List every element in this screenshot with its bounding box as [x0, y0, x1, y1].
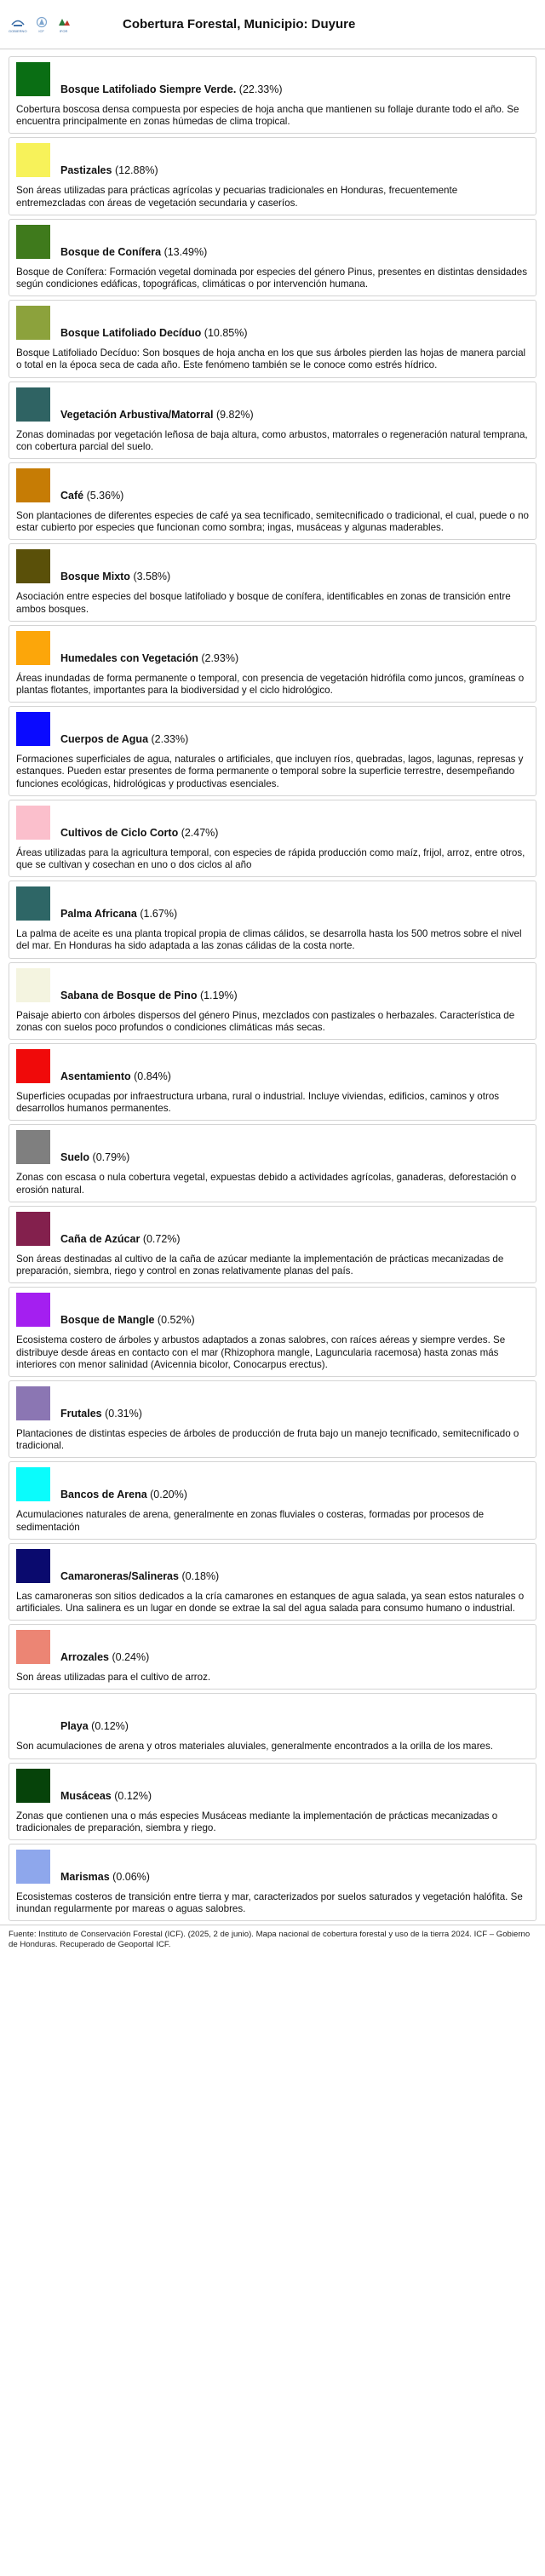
color-swatch [16, 712, 50, 746]
coverage-name [60, 990, 238, 1002]
coverage-description: Paisaje abierto con árboles dispersos del género Pinus, mezclados con pastizales o herbazales. Característica de zonas con suelos poco profundos o condiciones climáticas más secas. [16, 1009, 515, 1033]
coverage-description: Áreas utilizadas para la agricultura temporal, con especies de rápida producción como maíz, frijol, arroz, entre otros, que se cultivan y cosechan en uno o dos ciclos al año [16, 846, 525, 871]
coverage-label: Bosque Mixto [60, 571, 130, 583]
coverage-name [60, 1720, 129, 1733]
coverage-label: Playa [60, 1720, 89, 1733]
coverage-name [60, 246, 207, 259]
icf-logo-icon [34, 16, 49, 28]
coverage-card [9, 1380, 536, 1458]
coverage-description: Son plantaciones de diferentes especies de café ya sea tecnificado, semitecnificado o tradicional, el cual, puede o no estar cubierto por especies que funcionan como sombra; ingas, musáceas y algunas maderables. [16, 510, 529, 534]
coverage-card [9, 1693, 536, 1758]
coverage-label: Camaroneras/Salineras [60, 1569, 179, 1582]
coverage-description: Ecosistema costero de árboles y arbustos adaptados a zonas salobres, con raíces aéreas y siempre verdes. Se distribuye desde áreas en contacto con el mar (Rhizophora mangle, Laguncularia racemosa) hasta zonas más interiores con menor salinidad (Avicennia bicolor, Conocarpus erectus). [16, 1334, 506, 1370]
logo-group [9, 16, 114, 33]
coverage-name [60, 1790, 152, 1803]
coverage-label: Caña de Azúcar [60, 1232, 141, 1245]
coverage-card-header [16, 631, 529, 665]
coverage-percent: (2.33%) [151, 733, 189, 746]
coverage-name [60, 490, 123, 502]
color-swatch [16, 468, 50, 502]
coverage-percent: (10.85%) [204, 327, 248, 340]
coverage-description: Bosque Latifoliado Decíduo: Son bosques de hoja ancha en los que sus árboles pierden las hojas de manera parcial o total en la época seca de cada año. Este fenómeno también se le conoce como estrés hídrico. [16, 347, 526, 371]
page-header [0, 0, 545, 49]
coverage-description: Áreas inundadas de forma permanente o temporal, con presencia de vegetación hidrófila como juncos, gramíneas o plantas flotantes, importantes para la biodiversidad y el ciclo hidrológico. [16, 672, 525, 697]
coverage-card-header [16, 306, 529, 340]
coverage-card-header [16, 1850, 529, 1884]
coverage-percent: (3.58%) [133, 571, 171, 583]
coverage-description: Formaciones superficiales de agua, naturales o artificiales, que incluyen ríos, quebradas, lagos, lagunas, represas y estanques. Pueden estar presentes de forma permanente o temporal sobre la superficie terrestre, desempeñando funciones ecológicas, hidrológicas y productivas esenciales. [16, 754, 524, 789]
coverage-percent: (0.18%) [181, 1569, 220, 1582]
coverage-description: Asociación entre especies del bosque latifoliado y bosque de conífera, identificables en zonas de transición entre ambos bosques. [16, 591, 511, 615]
coverage-card-header [16, 968, 529, 1002]
coverage-card-header [16, 1769, 529, 1803]
coverage-percent: (1.19%) [199, 989, 238, 1001]
coverage-percent: (0.20%) [150, 1489, 187, 1501]
coverage-description: Son áreas utilizadas para el cultivo de arroz. [16, 1672, 211, 1684]
color-swatch [16, 1130, 50, 1164]
color-swatch [16, 143, 50, 177]
coverage-description: Acumulaciones naturales de arena, generalmente en zonas fluviales o costeras, formadas por procesos de sedimentación [16, 1509, 485, 1533]
coverage-card-header [16, 143, 529, 177]
coverage-card [9, 1844, 536, 1921]
coverage-card-header [16, 225, 529, 259]
coverage-label: Café [60, 490, 84, 502]
icf-logo-text: ICF [38, 28, 44, 33]
coverage-card [9, 137, 536, 215]
coverage-description: Zonas que contienen una o más especies Musáceas mediante la implementación de prácticas mecanizadas o tradicionales de preparación, siembra y riego. [16, 1810, 498, 1833]
coverage-description: Ecosistemas costeros de transición entre tierra y mar, caracterizados por suelos saturados y vegetación halófita. Se inundan regularmente por mareas o aguas salobres. [16, 1890, 523, 1915]
coverage-percent: (0.31%) [105, 1407, 142, 1420]
color-swatch [16, 549, 50, 583]
coverage-card [9, 800, 536, 877]
coverage-name [60, 1489, 187, 1501]
coverage-card [9, 1461, 536, 1539]
ifor-logo-icon [56, 16, 72, 28]
coverage-name [60, 733, 188, 746]
coverage-label: Pastizales [60, 164, 112, 177]
coverage-card-header [16, 1130, 529, 1164]
coverage-percent: (0.12%) [114, 1789, 152, 1802]
coverage-card [9, 1206, 536, 1283]
coverage-name [60, 1233, 181, 1246]
color-swatch [16, 1467, 50, 1501]
coverage-label: Bosque de Mangle [60, 1314, 155, 1327]
color-swatch [16, 1630, 50, 1664]
coverage-name [60, 83, 283, 96]
coverage-name [60, 571, 170, 583]
coverage-card-header [16, 62, 529, 96]
coverage-card-header [16, 1699, 529, 1733]
color-swatch [16, 1549, 50, 1583]
coverage-percent: (12.88%) [114, 164, 158, 177]
coverage-card [9, 300, 536, 377]
color-swatch [16, 1049, 50, 1083]
color-swatch [16, 1769, 50, 1803]
coverage-description: Plantaciones de distintas especies de árboles de producción de fruta bajo un manejo tecnificado, semitecnificado o tradicional. [16, 1427, 519, 1452]
coverage-label: Suelo [60, 1151, 90, 1164]
coverage-label: Frutales [60, 1407, 102, 1420]
coverage-name [60, 1651, 149, 1664]
coverage-name [60, 1408, 142, 1420]
coverage-card [9, 56, 536, 134]
coverage-label: Arrozales [60, 1651, 109, 1664]
coverage-card-header [16, 549, 529, 583]
coverage-percent: (5.36%) [86, 490, 124, 502]
coverage-label: Sabana de Bosque de Pino [60, 989, 198, 1001]
coverage-card [9, 1043, 536, 1121]
coverage-percent: (22.33%) [238, 83, 283, 95]
color-swatch [16, 306, 50, 340]
coverage-percent: (0.12%) [91, 1720, 129, 1733]
coverage-card-header [16, 886, 529, 921]
color-swatch [16, 806, 50, 840]
coverage-card [9, 625, 536, 703]
government-logo-text: GOBIERNO [9, 28, 27, 33]
coverage-description: Zonas dominadas por vegetación leñosa de baja altura, como arbustos, matorrales o regeneración natural temprana, con cobertura parcial del suelo. [16, 428, 528, 452]
coverage-card-header [16, 1549, 529, 1583]
ifor-logo-text: IFOR [59, 28, 68, 33]
coverage-card-header [16, 712, 529, 746]
coverage-label: Marismas [60, 1870, 110, 1883]
color-swatch [16, 1850, 50, 1884]
coverage-description: Son acumulaciones de arena y otros materiales aluviales, generalmente encontrados a la orilla de los mares. [16, 1741, 494, 1753]
coverage-card-header [16, 468, 529, 502]
color-swatch [16, 631, 50, 665]
color-swatch [16, 1386, 50, 1420]
coverage-name [60, 1314, 195, 1327]
coverage-name [60, 827, 218, 840]
coverage-percent: (13.49%) [164, 245, 208, 258]
coverage-percent: (0.84%) [134, 1070, 171, 1083]
coverage-name [60, 1570, 219, 1583]
coverage-description: Zonas con escasa o nula cobertura vegetal, expuestas debido a actividades agrícolas, ganaderas, deforestación o erosión natural. [16, 1172, 517, 1196]
coverage-card-header [16, 1386, 529, 1420]
source-footer: Fuente: Instituto de Conservación Forestal (ICF). (2025, 2 de junio). Mapa nacional de cobertura forestal y uso de la tierra 2024. ICF – Gobierno de Honduras. Recuperado de Geoportal ICF. [0, 1925, 545, 1954]
coverage-card [9, 706, 536, 796]
coverage-name [60, 164, 158, 177]
coverage-card-header [16, 1293, 529, 1327]
coverage-card-header [16, 1630, 529, 1664]
icf-logo [34, 16, 49, 33]
coverage-card [9, 1624, 536, 1690]
coverage-label: Bancos de Arena [60, 1489, 147, 1501]
coverage-card-header [16, 1049, 529, 1083]
coverage-percent: (0.52%) [157, 1314, 195, 1327]
color-swatch [16, 1293, 50, 1327]
coverage-percent: (9.82%) [215, 408, 254, 421]
coverage-card [9, 1543, 536, 1621]
coverage-card [9, 219, 536, 296]
coverage-card-header [16, 806, 529, 840]
coverage-label: Bosque de Conífera [60, 245, 162, 258]
coverage-name [60, 327, 248, 340]
coverage-description: Son áreas destinadas al cultivo de la caña de azúcar mediante la implementación de prácticas mecanizadas de preparación, siembra, riego y control en zonas relativamente planas del país. [16, 1253, 504, 1277]
coverage-card [9, 881, 536, 958]
color-swatch [16, 225, 50, 259]
color-swatch [16, 62, 50, 96]
coverage-card [9, 382, 536, 459]
coverage-description: Las camaroneras son sitios dedicados a la cría camarones en estanques de agua salada, ya sean estos naturales o artificiales. Una salinera es un lugar en donde se extrae la sal del agua salada para consumo humano o industrial. [16, 1590, 525, 1614]
coverage-card-header [16, 1467, 529, 1501]
coverage-card [9, 1763, 536, 1840]
coverage-name [60, 908, 177, 921]
coverage-card-header [16, 1212, 529, 1246]
coverage-list [0, 49, 545, 1921]
coverage-card-header [16, 387, 529, 422]
coverage-card [9, 1287, 536, 1377]
coverage-label: Palma Africana [60, 908, 137, 921]
coverage-label: Vegetación Arbustiva/Matorral [60, 408, 214, 421]
coverage-percent: (1.67%) [140, 908, 178, 921]
coverage-label: Asentamiento [60, 1070, 131, 1083]
coverage-label: Musáceas [60, 1789, 112, 1802]
coverage-name [60, 1871, 150, 1884]
coverage-label: Bosque Latifoliado Decíduo [60, 327, 202, 340]
coverage-description: Bosque de Conífera: Formación vegetal dominada por especies del género Pinus, presentes en distintas densidades según condiciones edáficas, topográficas, climáticas o por intervención humana. [16, 266, 528, 290]
coverage-percent: (0.72%) [142, 1232, 181, 1245]
government-logo-icon [10, 16, 26, 28]
color-swatch [16, 886, 50, 921]
government-logo [9, 16, 27, 33]
coverage-description: Son áreas utilizadas para prácticas agrícolas y pecuarias tradicionales en Honduras, frecuentemente entremezcladas con áreas de vegetación secundaria y caseríos. [16, 185, 458, 209]
coverage-card [9, 962, 536, 1040]
coverage-label: Cultivos de Ciclo Corto [60, 826, 179, 839]
color-swatch [16, 968, 50, 1002]
coverage-percent: (0.79%) [92, 1151, 130, 1164]
coverage-label: Humedales con Vegetación [60, 651, 198, 664]
coverage-percent: (2.93%) [201, 651, 239, 664]
coverage-label: Cuerpos de Agua [60, 733, 149, 746]
coverage-name [60, 652, 238, 665]
coverage-description: La palma de aceite es una planta tropical propia de climas cálidos, se desarrolla hasta los 500 metros sobre el nivel del mar. En Honduras ha sido adaptada a las zonas cálidas de la costa norte. [16, 928, 522, 952]
coverage-description: Superficies ocupadas por infraestructura urbana, rural o industrial. Incluye viviendas, edificios, caminos y otros desarrollos humanos permanentes. [16, 1091, 500, 1115]
coverage-name [60, 1070, 171, 1083]
ifor-logo [56, 16, 72, 33]
coverage-name [60, 1151, 129, 1164]
coverage-percent: (2.47%) [181, 826, 219, 839]
coverage-card [9, 462, 536, 540]
coverage-name [60, 409, 254, 422]
coverage-percent: (0.24%) [112, 1651, 150, 1664]
coverage-description: Cobertura boscosa densa compuesta por especies de hoja ancha que mantienen su follaje durante todo el año. Se encuentra principalmente en zonas húmedas de clima tropical. [16, 104, 519, 128]
page-title: Cobertura Forestal, Municipio: Duyure [123, 17, 356, 32]
coverage-card [9, 543, 536, 621]
coverage-label: Bosque Latifoliado Siempre Verde. [60, 83, 237, 95]
coverage-card [9, 1124, 536, 1202]
color-swatch [16, 1699, 50, 1733]
color-swatch [16, 387, 50, 422]
coverage-percent: (0.06%) [112, 1870, 150, 1883]
color-swatch [16, 1212, 50, 1246]
